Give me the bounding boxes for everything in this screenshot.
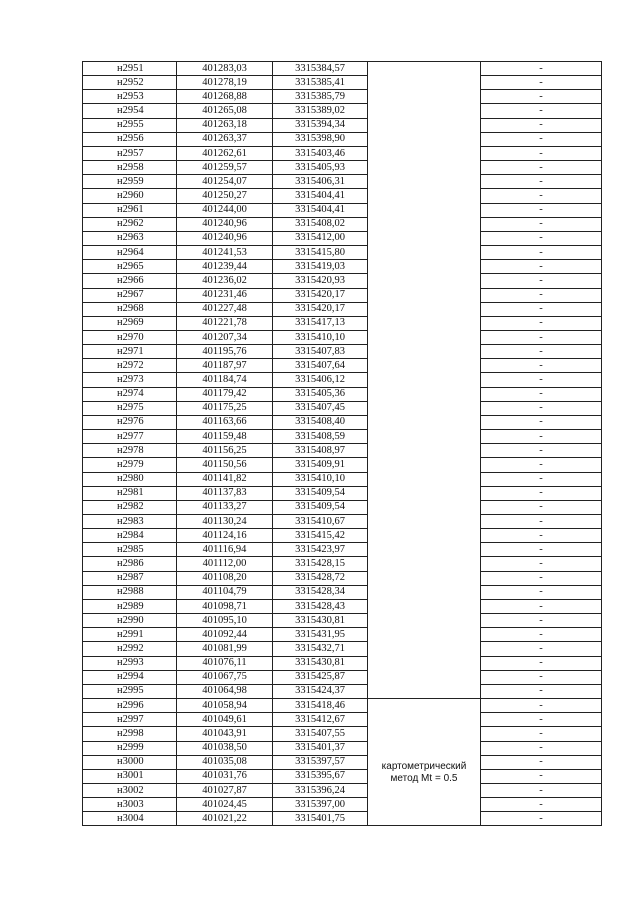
x-coordinate-cell: 401049,61	[177, 713, 273, 727]
y-coordinate-cell: 3315431,95	[273, 628, 368, 642]
error-value-cell: -	[481, 798, 602, 812]
error-value-cell: -	[481, 161, 602, 175]
table-row	[83, 345, 602, 359]
table-row	[83, 543, 602, 557]
error-value-cell: -	[481, 769, 602, 783]
y-coordinate-cell: 3315384,57	[273, 62, 368, 76]
x-coordinate-cell: 401236,02	[177, 274, 273, 288]
point-id-cell: н2966	[83, 274, 177, 288]
error-value-cell: -	[481, 246, 602, 260]
x-coordinate-cell: 401250,27	[177, 189, 273, 203]
table-row	[83, 430, 602, 444]
x-coordinate-cell: 401159,48	[177, 430, 273, 444]
point-id-cell: н2971	[83, 345, 177, 359]
error-value-cell: -	[481, 415, 602, 429]
y-coordinate-cell: 3315428,72	[273, 571, 368, 585]
x-coordinate-cell: 401076,11	[177, 656, 273, 670]
table-row	[83, 330, 602, 344]
x-coordinate-cell: 401150,56	[177, 458, 273, 472]
y-coordinate-cell: 3315410,10	[273, 330, 368, 344]
method-label-line2: метод Mt = 0.5	[390, 773, 458, 785]
x-coordinate-cell: 401278,19	[177, 76, 273, 90]
table-row	[83, 175, 602, 189]
table-row	[83, 571, 602, 585]
x-coordinate-cell: 401265,08	[177, 104, 273, 118]
y-coordinate-cell: 3315424,37	[273, 684, 368, 698]
error-value-cell: -	[481, 302, 602, 316]
table-row	[83, 529, 602, 543]
x-coordinate-cell: 401035,08	[177, 755, 273, 769]
error-value-cell: -	[481, 699, 602, 713]
point-id-cell: н2955	[83, 118, 177, 132]
table-row	[83, 401, 602, 415]
table-row	[83, 713, 602, 727]
y-coordinate-cell: 3315407,55	[273, 727, 368, 741]
coordinates-table-body	[83, 62, 602, 826]
point-id-cell: н2964	[83, 246, 177, 260]
point-id-cell: н3003	[83, 798, 177, 812]
point-id-cell: н2992	[83, 642, 177, 656]
point-id-cell: н2962	[83, 217, 177, 231]
error-value-cell: -	[481, 387, 602, 401]
error-value-cell: -	[481, 132, 602, 146]
table-row	[83, 798, 602, 812]
error-value-cell: -	[481, 656, 602, 670]
x-coordinate-cell: 401221,78	[177, 316, 273, 330]
y-coordinate-cell: 3315410,67	[273, 515, 368, 529]
error-value-cell: -	[481, 316, 602, 330]
x-coordinate-cell: 401175,25	[177, 401, 273, 415]
x-coordinate-cell: 401283,03	[177, 62, 273, 76]
table-row	[83, 727, 602, 741]
error-value-cell: -	[481, 472, 602, 486]
method-cell-empty	[368, 62, 481, 699]
y-coordinate-cell: 3315417,13	[273, 316, 368, 330]
table-row	[83, 769, 602, 783]
error-value-cell: -	[481, 345, 602, 359]
y-coordinate-cell: 3315405,36	[273, 387, 368, 401]
table-row	[83, 656, 602, 670]
error-value-cell: -	[481, 359, 602, 373]
y-coordinate-cell: 3315419,03	[273, 260, 368, 274]
y-coordinate-cell: 3315432,71	[273, 642, 368, 656]
y-coordinate-cell: 3315408,40	[273, 415, 368, 429]
table-row	[83, 415, 602, 429]
point-id-cell: н2989	[83, 599, 177, 613]
x-coordinate-cell: 401227,48	[177, 302, 273, 316]
y-coordinate-cell: 3315385,41	[273, 76, 368, 90]
point-id-cell: н2968	[83, 302, 177, 316]
y-coordinate-cell: 3315428,15	[273, 557, 368, 571]
y-coordinate-cell: 3315395,67	[273, 769, 368, 783]
error-value-cell: -	[481, 614, 602, 628]
error-value-cell: -	[481, 670, 602, 684]
x-coordinate-cell: 401163,66	[177, 415, 273, 429]
x-coordinate-cell: 401179,42	[177, 387, 273, 401]
point-id-cell: н2967	[83, 288, 177, 302]
point-id-cell: н2956	[83, 132, 177, 146]
y-coordinate-cell: 3315428,43	[273, 599, 368, 613]
x-coordinate-cell: 401021,22	[177, 812, 273, 826]
point-id-cell: н2973	[83, 373, 177, 387]
y-coordinate-cell: 3315397,00	[273, 798, 368, 812]
table-row	[83, 812, 602, 826]
y-coordinate-cell: 3315420,17	[273, 302, 368, 316]
table-row	[83, 90, 602, 104]
method-cell	[368, 699, 481, 826]
error-value-cell: -	[481, 543, 602, 557]
point-id-cell: н2997	[83, 713, 177, 727]
error-value-cell: -	[481, 585, 602, 599]
point-id-cell: н2993	[83, 656, 177, 670]
y-coordinate-cell: 3315409,54	[273, 500, 368, 514]
y-coordinate-cell: 3315412,00	[273, 231, 368, 245]
y-coordinate-cell: 3315407,83	[273, 345, 368, 359]
point-id-cell: н2961	[83, 203, 177, 217]
x-coordinate-cell: 401262,61	[177, 146, 273, 160]
table-row	[83, 444, 602, 458]
x-coordinate-cell: 401239,44	[177, 260, 273, 274]
x-coordinate-cell: 401043,91	[177, 727, 273, 741]
table-row	[83, 642, 602, 656]
table-row	[83, 274, 602, 288]
error-value-cell: -	[481, 755, 602, 769]
error-value-cell: -	[481, 189, 602, 203]
y-coordinate-cell: 3315401,37	[273, 741, 368, 755]
point-id-cell: н2952	[83, 76, 177, 90]
x-coordinate-cell: 401098,71	[177, 599, 273, 613]
point-id-cell: н2970	[83, 330, 177, 344]
error-value-cell: -	[481, 430, 602, 444]
x-coordinate-cell: 401141,82	[177, 472, 273, 486]
y-coordinate-cell: 3315397,57	[273, 755, 368, 769]
point-id-cell: н2963	[83, 231, 177, 245]
point-id-cell: н2957	[83, 146, 177, 160]
x-coordinate-cell: 401031,76	[177, 769, 273, 783]
y-coordinate-cell: 3315415,80	[273, 246, 368, 260]
error-value-cell: -	[481, 260, 602, 274]
point-id-cell: н2976	[83, 415, 177, 429]
table-row	[83, 486, 602, 500]
x-coordinate-cell: 401240,96	[177, 217, 273, 231]
x-coordinate-cell: 401195,76	[177, 345, 273, 359]
error-value-cell: -	[481, 217, 602, 231]
error-value-cell: -	[481, 90, 602, 104]
point-id-cell: н2991	[83, 628, 177, 642]
y-coordinate-cell: 3315401,75	[273, 812, 368, 826]
point-id-cell: н2958	[83, 161, 177, 175]
point-id-cell: н2998	[83, 727, 177, 741]
x-coordinate-cell: 401108,20	[177, 571, 273, 585]
error-value-cell: -	[481, 288, 602, 302]
point-id-cell: н2982	[83, 500, 177, 514]
x-coordinate-cell: 401124,16	[177, 529, 273, 543]
error-value-cell: -	[481, 599, 602, 613]
table-row	[83, 585, 602, 599]
table-row	[83, 783, 602, 797]
error-value-cell: -	[481, 515, 602, 529]
table-row	[83, 387, 602, 401]
table-row	[83, 302, 602, 316]
point-id-cell: н2984	[83, 529, 177, 543]
y-coordinate-cell: 3315385,79	[273, 90, 368, 104]
x-coordinate-cell: 401254,07	[177, 175, 273, 189]
point-id-cell: н2960	[83, 189, 177, 203]
table-row	[83, 614, 602, 628]
table-row	[83, 500, 602, 514]
point-id-cell: н2972	[83, 359, 177, 373]
table-row	[83, 515, 602, 529]
error-value-cell: -	[481, 628, 602, 642]
y-coordinate-cell: 3315396,24	[273, 783, 368, 797]
error-value-cell: -	[481, 274, 602, 288]
y-coordinate-cell: 3315408,97	[273, 444, 368, 458]
error-value-cell: -	[481, 401, 602, 415]
point-id-cell: н2995	[83, 684, 177, 698]
point-id-cell: н2994	[83, 670, 177, 684]
x-coordinate-cell: 401112,00	[177, 557, 273, 571]
point-id-cell: н2977	[83, 430, 177, 444]
y-coordinate-cell: 3315406,12	[273, 373, 368, 387]
x-coordinate-cell: 401024,45	[177, 798, 273, 812]
y-coordinate-cell: 3315389,02	[273, 104, 368, 118]
error-value-cell: -	[481, 203, 602, 217]
y-coordinate-cell: 3315428,34	[273, 585, 368, 599]
y-coordinate-cell: 3315408,59	[273, 430, 368, 444]
error-value-cell: -	[481, 444, 602, 458]
error-value-cell: -	[481, 76, 602, 90]
x-coordinate-cell: 401268,88	[177, 90, 273, 104]
y-coordinate-cell: 3315409,54	[273, 486, 368, 500]
point-id-cell: н3000	[83, 755, 177, 769]
table-row	[83, 670, 602, 684]
table-row	[83, 104, 602, 118]
y-coordinate-cell: 3315406,31	[273, 175, 368, 189]
table-row	[83, 217, 602, 231]
point-id-cell: н3004	[83, 812, 177, 826]
coordinates-table	[82, 61, 602, 826]
y-coordinate-cell: 3315404,41	[273, 203, 368, 217]
error-value-cell: -	[481, 373, 602, 387]
point-id-cell: н2979	[83, 458, 177, 472]
table-row	[83, 231, 602, 245]
table-row	[83, 260, 602, 274]
y-coordinate-cell: 3315408,02	[273, 217, 368, 231]
table-row	[83, 246, 602, 260]
error-value-cell: -	[481, 486, 602, 500]
y-coordinate-cell: 3315423,97	[273, 543, 368, 557]
y-coordinate-cell: 3315430,81	[273, 656, 368, 670]
point-id-cell: н2996	[83, 699, 177, 713]
point-id-cell: н2953	[83, 90, 177, 104]
error-value-cell: -	[481, 104, 602, 118]
table-row	[83, 599, 602, 613]
x-coordinate-cell: 401207,34	[177, 330, 273, 344]
point-id-cell: н2987	[83, 571, 177, 585]
point-id-cell: н2985	[83, 543, 177, 557]
y-coordinate-cell: 3315407,64	[273, 359, 368, 373]
x-coordinate-cell: 401231,46	[177, 288, 273, 302]
y-coordinate-cell: 3315425,87	[273, 670, 368, 684]
y-coordinate-cell: 3315415,42	[273, 529, 368, 543]
table-row	[83, 62, 602, 76]
error-value-cell: -	[481, 642, 602, 656]
error-value-cell: -	[481, 146, 602, 160]
error-value-cell: -	[481, 571, 602, 585]
point-id-cell: н3002	[83, 783, 177, 797]
point-id-cell: н2986	[83, 557, 177, 571]
point-id-cell: н2981	[83, 486, 177, 500]
point-id-cell: н2980	[83, 472, 177, 486]
table-row	[83, 458, 602, 472]
point-id-cell: н2965	[83, 260, 177, 274]
error-value-cell: -	[481, 231, 602, 245]
point-id-cell: н2975	[83, 401, 177, 415]
x-coordinate-cell: 401133,27	[177, 500, 273, 514]
x-coordinate-cell: 401116,94	[177, 543, 273, 557]
x-coordinate-cell: 401137,83	[177, 486, 273, 500]
x-coordinate-cell: 401058,94	[177, 699, 273, 713]
x-coordinate-cell: 401187,97	[177, 359, 273, 373]
error-value-cell: -	[481, 783, 602, 797]
table-row	[83, 203, 602, 217]
table-row	[83, 132, 602, 146]
y-coordinate-cell: 3315394,34	[273, 118, 368, 132]
x-coordinate-cell: 401259,57	[177, 161, 273, 175]
y-coordinate-cell: 3315403,46	[273, 146, 368, 160]
error-value-cell: -	[481, 62, 602, 76]
y-coordinate-cell: 3315420,17	[273, 288, 368, 302]
x-coordinate-cell: 401263,18	[177, 118, 273, 132]
x-coordinate-cell: 401156,25	[177, 444, 273, 458]
table-row	[83, 684, 602, 698]
y-coordinate-cell: 3315405,93	[273, 161, 368, 175]
x-coordinate-cell: 401184,74	[177, 373, 273, 387]
table-row	[83, 118, 602, 132]
table-row	[83, 146, 602, 160]
y-coordinate-cell: 3315407,45	[273, 401, 368, 415]
error-value-cell: -	[481, 500, 602, 514]
x-coordinate-cell: 401027,87	[177, 783, 273, 797]
x-coordinate-cell: 401130,24	[177, 515, 273, 529]
y-coordinate-cell: 3315404,41	[273, 189, 368, 203]
y-coordinate-cell: 3315412,67	[273, 713, 368, 727]
table-row	[83, 472, 602, 486]
error-value-cell: -	[481, 175, 602, 189]
x-coordinate-cell: 401081,99	[177, 642, 273, 656]
point-id-cell: н2983	[83, 515, 177, 529]
error-value-cell: -	[481, 118, 602, 132]
error-value-cell: -	[481, 684, 602, 698]
table-row	[83, 373, 602, 387]
method-label-line1: картометрический	[381, 761, 467, 773]
x-coordinate-cell: 401038,50	[177, 741, 273, 755]
error-value-cell: -	[481, 458, 602, 472]
error-value-cell: -	[481, 741, 602, 755]
y-coordinate-cell: 3315430,81	[273, 614, 368, 628]
point-id-cell: н2969	[83, 316, 177, 330]
error-value-cell: -	[481, 529, 602, 543]
y-coordinate-cell: 3315418,46	[273, 699, 368, 713]
point-id-cell: н2951	[83, 62, 177, 76]
x-coordinate-cell: 401244,00	[177, 203, 273, 217]
y-coordinate-cell: 3315410,10	[273, 472, 368, 486]
table-row	[83, 755, 602, 769]
x-coordinate-cell: 401104,79	[177, 585, 273, 599]
table-row	[83, 699, 602, 713]
x-coordinate-cell: 401240,96	[177, 231, 273, 245]
error-value-cell: -	[481, 330, 602, 344]
table-row	[83, 288, 602, 302]
table-row	[83, 189, 602, 203]
point-id-cell: н2974	[83, 387, 177, 401]
x-coordinate-cell: 401095,10	[177, 614, 273, 628]
table-row	[83, 161, 602, 175]
x-coordinate-cell: 401092,44	[177, 628, 273, 642]
error-value-cell: -	[481, 713, 602, 727]
table-row	[83, 741, 602, 755]
point-id-cell: н2990	[83, 614, 177, 628]
point-id-cell: н2959	[83, 175, 177, 189]
x-coordinate-cell: 401241,53	[177, 246, 273, 260]
error-value-cell: -	[481, 727, 602, 741]
x-coordinate-cell: 401067,75	[177, 670, 273, 684]
y-coordinate-cell: 3315398,90	[273, 132, 368, 146]
table-row	[83, 76, 602, 90]
table-row	[83, 628, 602, 642]
table-row	[83, 316, 602, 330]
x-coordinate-cell: 401064,98	[177, 684, 273, 698]
error-value-cell: -	[481, 557, 602, 571]
point-id-cell: н2988	[83, 585, 177, 599]
point-id-cell: н3001	[83, 769, 177, 783]
point-id-cell: н2978	[83, 444, 177, 458]
x-coordinate-cell: 401263,37	[177, 132, 273, 146]
table-row	[83, 359, 602, 373]
point-id-cell: н2954	[83, 104, 177, 118]
table-row	[83, 557, 602, 571]
point-id-cell: н2999	[83, 741, 177, 755]
error-value-cell: -	[481, 812, 602, 826]
y-coordinate-cell: 3315420,93	[273, 274, 368, 288]
y-coordinate-cell: 3315409,91	[273, 458, 368, 472]
